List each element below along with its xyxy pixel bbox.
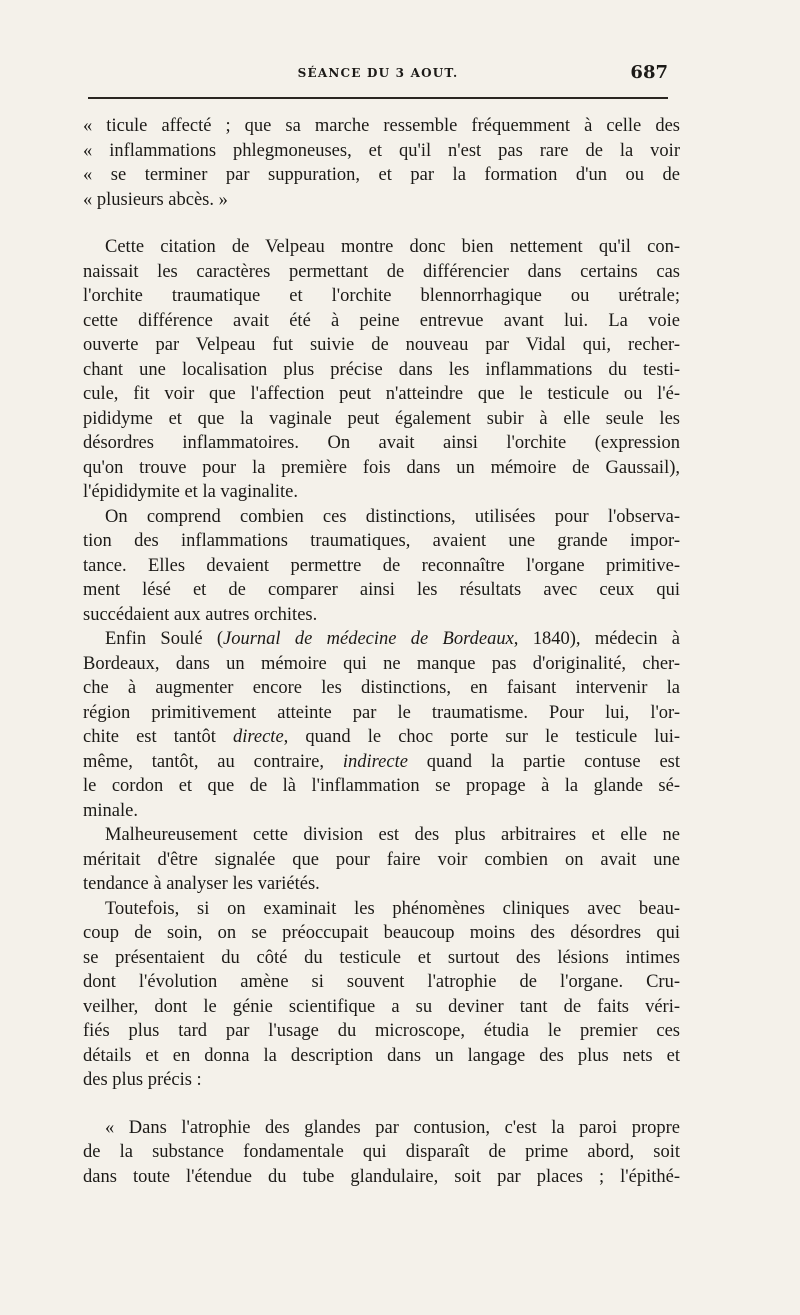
text-line: cule, fit voir que l'affection peut n'atteindre que le testicule ou l'é- (83, 384, 680, 404)
text-line: dont l'évolution amène si souvent l'atrophie de l'organe. Cru- (83, 972, 680, 992)
page-header (88, 62, 668, 86)
italic-term: directe (232, 727, 284, 747)
text-line: fiés plus tard par l'usage du microscope, étudia le premier ces (83, 1021, 680, 1041)
italic-term: indirecte (342, 751, 408, 772)
text-line: pididyme et que la vaginale peut également subir à elle seule les (83, 408, 680, 429)
text-line: Toutefois, si on examinait les phénomènes cliniques avec beau- (105, 898, 680, 919)
running-title: SÉANCE DU 3 AOUT. (297, 66, 459, 80)
text-line: Bordeaux, dans un mémoire qui ne manque pas d'originalité, cher- (83, 653, 680, 674)
quotation (83, 1116, 680, 1190)
paragraph (83, 627, 680, 823)
text-line: succédaient aux autres orchites. (83, 604, 318, 625)
text-line: chant une localisation plus précise dans les inflammations du testi- (83, 359, 680, 380)
text-line (83, 627, 680, 652)
text-line: tion des inflammations traumatiques, avaient une grande impor- (83, 531, 680, 551)
text-line: « inflammations phlegmoneuses, et qu'il n'est pas rare de la voir (83, 140, 680, 161)
text-line: coup de soin, on se préoccupait beaucoup moins des désordres qui (83, 923, 680, 943)
text-line (83, 750, 680, 775)
body-text (83, 114, 680, 1189)
text-line: l'épididymite et la vaginalite. (83, 482, 298, 502)
quote-continuation (83, 114, 680, 212)
text-segment: Enfin Soulé ( (105, 629, 224, 649)
text-line: cette différence avait été à peine entrevue avant lui. La voie (83, 310, 680, 331)
text-line: « plusieurs abcès. » (83, 189, 228, 210)
text-line: Malheureusement cette division est des plus arbitraires et elle ne (105, 825, 680, 845)
text-line (83, 725, 680, 750)
text-line: « se terminer par suppuration, et par la formation d'un ou de (83, 165, 680, 185)
text-line: l'orchite traumatique et l'orchite blennorrhagique ou urétrale; (83, 286, 680, 306)
text-line: « Dans l'atrophie des glandes par contusion, c'est la paroi propre (105, 1117, 680, 1138)
text-line: ouverte par Velpeau fut suivie de nouveau par Vidal qui, recher- (83, 335, 680, 355)
paragraph (83, 823, 680, 897)
text-line: région primitivement atteinte par le traumatisme. Pour lui, l'or- (83, 702, 680, 723)
text-line: ment lésé et de comparer ainsi les résultats avec ceux qui (83, 580, 680, 600)
text-line: des plus précis : (83, 1070, 202, 1090)
text-line: détails et en donna la description dans un langage des plus nets et (83, 1045, 680, 1066)
text-line: se présentaient du côté du testicule et surtout des lésions intimes (83, 947, 680, 968)
paragraph (83, 505, 680, 628)
text-line: On comprend combien ces distinctions, utilisées pour l'observa- (105, 506, 680, 527)
text-line: che à augmenter encore les distinctions, en faisant intervenir la (83, 678, 680, 698)
text-line: qu'on trouve pour la première fois dans un mémoire de Gaussail), (83, 457, 680, 478)
text-line: dans toute l'étendue du tube glandulaire, soit par places ; l'épithé- (83, 1166, 680, 1187)
text-line: « ticule affecté ; que sa marche ressemble fréquemment à celle des (83, 116, 680, 136)
text-segment: chite est tantôt (83, 727, 233, 747)
text-line: méritait d'être signalée que pour faire voir combien on avait une (83, 849, 680, 870)
text-line: le cordon et que de là l'inflammation se propage à la glande sé- (83, 776, 680, 796)
text-segment: , quand le choc porte sur le testicule lui- (283, 727, 680, 747)
text-line: de la substance fondamentale qui disparaît de prime abord, soit (83, 1142, 680, 1162)
text-segment: , 1840), médecin à (513, 629, 680, 649)
page-number: 687 (630, 62, 668, 83)
paragraph (83, 235, 680, 505)
header-rule (88, 97, 668, 99)
text-line: tendance à analyser les variétés. (83, 874, 320, 894)
text-line: naissait les caractères permettant de différencier dans certains cas (83, 261, 680, 282)
text-line: veilher, dont le génie scientifique a su deviner tant de faits véri- (83, 996, 680, 1017)
text-segment: même, tantôt, au contraire, (83, 751, 343, 772)
paragraph-spacer (83, 212, 680, 235)
text-line: tance. Elles devaient permettre de reconnaître l'organe primitive- (83, 555, 680, 576)
text-line: Cette citation de Velpeau montre donc bien nettement qu'il con- (105, 237, 680, 257)
paragraph-spacer (83, 1093, 680, 1116)
journal-title: Journal de médecine de Bordeaux (223, 629, 514, 649)
text-segment: quand la partie contuse est (407, 751, 680, 772)
text-line: désordres inflammatoires. On avait ainsi l'orchite (expression (83, 433, 680, 453)
paragraph (83, 897, 680, 1093)
text-line: minale. (83, 800, 138, 821)
